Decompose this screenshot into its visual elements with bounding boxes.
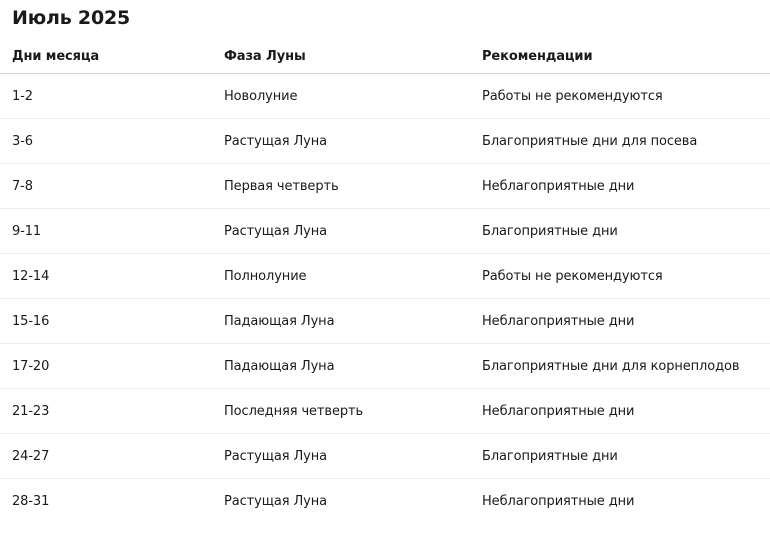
cell-recommendation: Благоприятные дни для корнеплодов — [482, 344, 770, 389]
cell-phase: Падающая Луна — [224, 299, 482, 344]
cell-days: 24-27 — [0, 434, 224, 479]
cell-phase: Растущая Луна — [224, 493, 328, 509]
cell-phase: Растущая Луна — [224, 434, 482, 479]
cell-recommendation: Неблагоприятные дни — [482, 164, 770, 209]
cell-recommendation: Неблагоприятные дни — [482, 389, 770, 434]
cell-days: 17-20 — [0, 344, 224, 389]
cell-phase: Новолуние — [224, 74, 482, 119]
cell-days: 21-23 — [0, 389, 224, 434]
table-row — [0, 479, 770, 524]
column-header-phase: Фаза Луны — [224, 39, 482, 74]
cell-days: 9-11 — [0, 209, 224, 254]
cell-days: 12-14 — [0, 254, 224, 299]
cell-days: 15-16 — [0, 299, 224, 344]
cell-recommendation: Работы не рекомендуются — [482, 74, 770, 119]
cell-phase: Первая четверть — [224, 164, 482, 209]
cell-phase: Полнолуние — [224, 254, 482, 299]
column-header-recommendation: Рекомендации — [482, 39, 770, 74]
table-row — [0, 119, 770, 164]
cell-recommendation: Неблагоприятные дни — [482, 299, 770, 344]
cell-phase: Последняя четверть — [224, 389, 482, 434]
table-row — [0, 389, 770, 434]
cell-recommendation: Неблагоприятные дни — [482, 493, 635, 509]
cell-recommendation: Работы не рекомендуются — [482, 254, 770, 299]
cell-days: 28-31 — [12, 493, 50, 509]
cell-days: 7-8 — [0, 164, 224, 209]
table-row — [0, 74, 770, 119]
table-row — [0, 164, 770, 209]
table-row — [0, 254, 770, 299]
cell-days: 1-2 — [0, 74, 224, 119]
lunar-calendar-table — [0, 39, 770, 523]
page-title: Июль 2025 — [12, 7, 130, 29]
table-body — [0, 74, 770, 524]
cell-recommendation: Благоприятные дни для посева — [482, 119, 770, 164]
cell-phase: Падающая Луна — [224, 344, 482, 389]
table-row — [0, 434, 770, 479]
cell-recommendation: Благоприятные дни — [482, 434, 770, 479]
table-row — [0, 209, 770, 254]
column-header-days: Дни месяца — [0, 39, 224, 74]
table-header — [0, 39, 770, 74]
table-row — [0, 344, 770, 389]
table-row — [0, 299, 770, 344]
cell-phase: Растущая Луна — [224, 119, 482, 164]
header-row — [0, 39, 770, 74]
cell-phase: Растущая Луна — [224, 209, 482, 254]
cell-days: 3-6 — [0, 119, 224, 164]
cell-recommendation: Благоприятные дни — [482, 209, 770, 254]
